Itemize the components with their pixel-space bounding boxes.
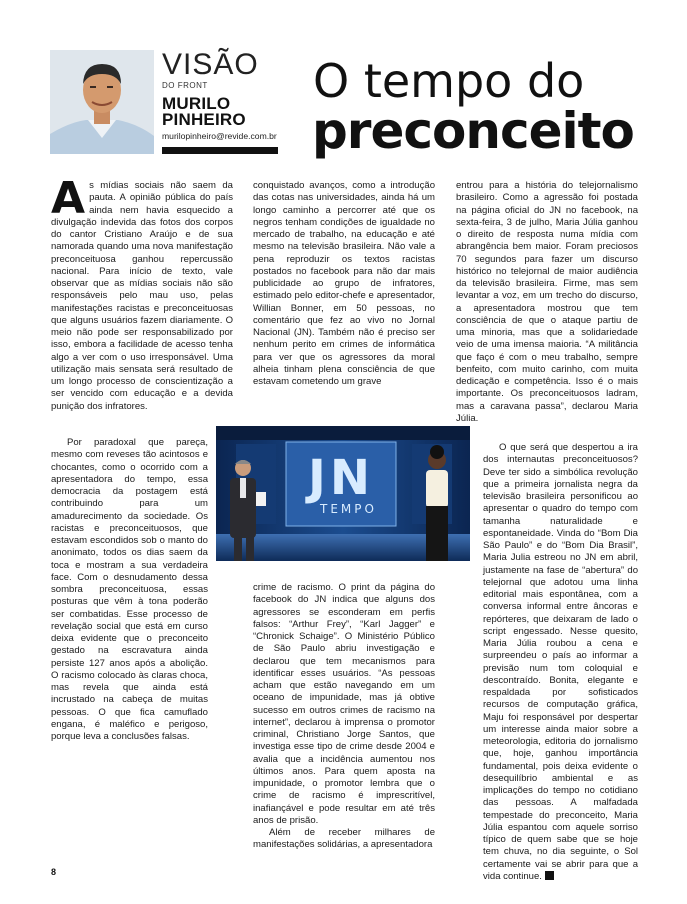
tv-logo: JN: [308, 450, 375, 506]
paragraph: s mídias sociais não saem da pauta. A opinião pública do país ainda nem havia esquecido a divulgação indevida das fotos dos corpos do cantor Cristiano Araújo e de sua namorada quando uma nova manifestação preconceituosa ganhou repercussão nacional. Para início de texto, vale observar que as mídias sociais não são responsáveis pelo mau uso, pelas manifestações racistas e preconceituosas que alguns usuários fazem diariamente. O meio não pode ser responsabilizado por isso, embora a facilidade de acesso tenha algo a ver com o uso irresponsável. Uma utilização mais sensata será resultado de um longo processo de conscientização a ser vencido com educação e a devida punição dos infratores.: [51, 180, 233, 412]
section-subtitle: DO FRONT: [162, 81, 208, 90]
author-first-name: MURILO: [162, 94, 231, 113]
paragraph: O que será que despertou a ira dos internautas preconceituosos? Deve ter sido a simbólica revolução que a primeira jornalista negra da televisão brasileira personificou ao apresentar o quadro do tempo com tamanha naturalidade e espontaneidade. Vinda do “Bom Dia São Paulo” e do “Bom Dia Brasil”, Maria Julia estreou no JN em abril, justamente na fase de “abertura” do telejornal que adotou uma linha editorial mais espontânea, com a conversa informal entre âncoras e repórteres, que deixaram de lado o script engessado. Nesse quesito, Maria Júlia roubou a cena e surpreendeu o país ao informar a previsão num tom coloquial e descontraído. Bonita, elegante e respaldada por sofisticados recursos de computação gráfica, Maju foi responsável por despertar um interesse ainda maior sobre a meteorologia, editoria do jornalismo que, hoje, ganhou importância fundamental, pois deixa evidente o desequilíbrio ambiental e as implicações do tempo no cotidiano das pessoas. A malfadada tempestade do preconceito, Maria Júlia espantou com aquele sorriso típico de quem sabe que se hoje tem chuva, no dia seguinte, o Sol certamente vai se abrir para que a vida continue.: [483, 442, 638, 882]
page-number: 8: [51, 867, 57, 877]
drop-cap: A: [51, 173, 86, 224]
paragraph: Além de receber milhares de manifestações solidárias, a apresentadora: [253, 827, 435, 851]
column-3-bottom: [483, 442, 638, 882]
author-photo: [50, 50, 154, 154]
article-photo: [216, 426, 470, 561]
column-1-bottom: [51, 437, 233, 867]
column-2-top: [253, 180, 435, 412]
section-name: VISÃO: [162, 48, 259, 81]
headline-line-2: preconceito: [312, 102, 634, 160]
paragraph: conquistado avanços, como a introdução das cotas nas universidades, ainda há um longo caminho a percorrer até que os negros tenham condições de igualdade no mercado de trabalho, na educação e até mesmo na televisão brasileira. Não vale a pena reproduzir os textos racistas postados no facebook para não dar mais publicidade ao grupo de infratores, estimado pelo editor-chefe e apresentador, Willian Bonner, em 50 pessoas, no comentário que fez ao vivo no Jornal Nacional (JN). Também não é preciso ser nenhum perito em crimes de informática para ver que os agressores da moral alheia tinham plena consciência de que estavam cometendo um grave: [253, 180, 435, 387]
column-1-top: [51, 173, 233, 430]
author-last-name: PINHEIRO: [162, 110, 246, 129]
tv-logo-sub: TEMPO: [320, 502, 377, 516]
paragraph: crime de racismo. O print da página do facebook do JN indica que alguns dos agressores se esconderam em perfis falsos: “Arthur Frey”, “Karl Jagger” e “Chronick Schaige”. O Ministério Público de São Paulo abriu investigação e declarou que tem mecanismos para identificar esses usuários. “As pessoas acham que estão navegando em um oceano de impunidade, mas já obtive sucesso em outros crimes de racismo na internet”, declarou à imprensa o promotor criminal, Christiano Jorge Santos, que investiga esse tipo de crime desde 2004 e avalia que a incidência aumentou nos últimos anos. Para quem aposta na impunidade, o promotor lembra que o crime de racismo é imprescritível, inafiançável e pode resultar em até três anos de prisão.: [253, 582, 435, 826]
column-label: [162, 50, 277, 141]
author-email[interactable]: murilopinheiro@revide.com.br: [162, 131, 277, 141]
column-3-top: [456, 180, 638, 428]
paragraph: Por paradoxal que pareça, mesmo com reveses tão acintosos e chocantes, como o ocorrido com a apresentadora do tempo, essa democracia da postagem está contribuindo para um amadurecimento da sociedade. Os racistas e preconceituosos, que estavam escondidos sob o manto do anonimato, todos os dias saem da toca e mostram a sua verdadeira face. Com o desnudamento dessa sombra preconceituosa, essas posturas que vêm à tona poderão ser combatidas. Esse processo de revelação social que está em curso deixa evidente que o preconceito gestado na escravatura ainda persiste 127 anos após a abolição. O racismo colocado às claras choca, mas revela que ainda está incrustado na cabeça de muitas pessoas. O que fica camuflado engana, é maléfico e perigoso, porque leva a conclusões falsas.: [51, 437, 208, 742]
article-header: [0, 0, 687, 170]
end-of-article-mark: [545, 871, 554, 880]
column-2-bottom: [253, 582, 435, 862]
header-rule: [162, 147, 278, 154]
paragraph: entrou para a história do telejornalismo brasileiro. Como a agressão foi postada na página oficial do JN no facebook, na sexta-feira, 3 de julho, Maria Júlia ganhou o direito de resposta numa mídia com abrangência bem maior. Foram preciosos 70 segundos para fazer um discurso histórico no telejornal de maior audiência da televisão brasileira. Firme, mas sem levantar a voz, em um trecho do discurso, a apresentadora mostrou que tem consciência de que o ataque partiu de uma minoria, mas que a solidariedade veio de uma imensa maioria. “A militância que faço é com o meu trabalho, sempre benfeito, com muito carinho, com muita dedicação e competência. Isso é o mais importante. Os preconceituosos ladram, mas a caravana passa”, declarou Maria Júlia.: [456, 180, 638, 424]
headline-line-1: O tempo do: [313, 54, 585, 108]
woman-figure: [426, 445, 448, 561]
